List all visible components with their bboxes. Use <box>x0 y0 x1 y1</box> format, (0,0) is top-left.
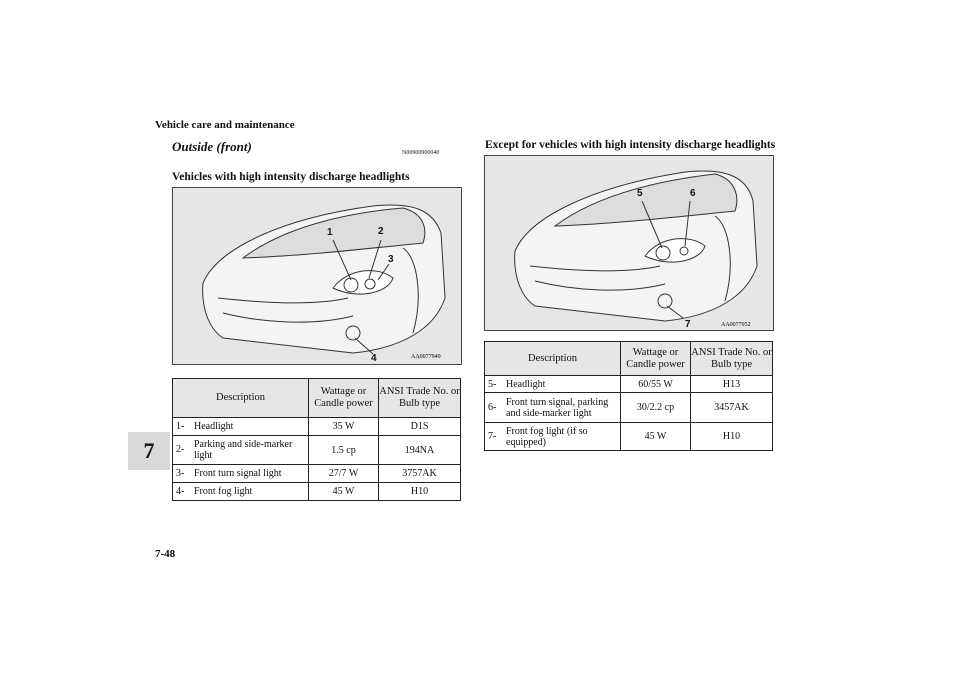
callout-3: 3 <box>388 254 394 265</box>
row-ansi: 3757AK <box>379 465 461 483</box>
running-header: Vehicle care and maintenance <box>155 119 295 131</box>
row-watt: 30/2.2 cp <box>621 393 691 423</box>
row-ansi: 194NA <box>379 436 461 465</box>
row-ansi: 3457AK <box>691 393 773 423</box>
right-subtitle: Except for vehicles with high intensity discharge headlights <box>485 139 776 151</box>
right-figure-code: AA0077952 <box>721 322 751 328</box>
callout-5: 5 <box>637 188 643 199</box>
row-desc: Headlight <box>506 378 546 390</box>
table-row: 3- Front turn signal light 27/7 W 3757AK <box>173 465 461 483</box>
th-description: Description <box>173 379 309 418</box>
table-row: 7- Front fog light (if so equipped) 45 W H10 <box>485 423 773 451</box>
section-title: Outside (front) <box>172 139 252 154</box>
row-watt: 1.5 cp <box>309 436 379 465</box>
row-ansi: H10 <box>379 483 461 501</box>
th-ansi: ANSI Trade No. or Bulb type <box>379 379 461 418</box>
table-row: 1- Headlight 35 W D1S <box>173 418 461 436</box>
row-watt: 35 W <box>309 418 379 436</box>
left-figure-code: AA0077949 <box>411 354 441 360</box>
right-car-illustration <box>484 155 774 331</box>
row-watt: 45 W <box>309 483 379 501</box>
left-subtitle: Vehicles with high intensity discharge headlights <box>172 171 410 183</box>
row-watt: 60/55 W <box>621 376 691 393</box>
row-watt: 45 W <box>621 423 691 451</box>
row-watt: 27/7 W <box>309 465 379 483</box>
table-row: 6- Front turn signal, parking and side-marker light 30/2.2 cp 3457AK <box>485 393 773 423</box>
callout-1: 1 <box>327 227 333 238</box>
callout-2: 2 <box>378 226 384 237</box>
right-bulb-table <box>484 341 773 451</box>
row-ansi: H13 <box>691 376 773 393</box>
th-description: Description <box>485 342 621 376</box>
page-number: 7-48 <box>155 548 176 560</box>
left-car-illustration <box>172 187 462 365</box>
callout-7: 7 <box>685 319 691 330</box>
callout-6: 6 <box>690 188 696 199</box>
row-ansi: H10 <box>691 423 773 451</box>
row-desc: Front turn signal, parking and side-marker light <box>506 396 609 419</box>
th-ansi: ANSI Trade No. or Bulb type <box>691 342 773 376</box>
section-code: N00900900040 <box>402 150 440 156</box>
row-desc: Front turn signal light <box>194 468 282 479</box>
row-desc: Front fog light (if so equipped) <box>506 425 588 448</box>
row-desc: Headlight <box>194 421 234 432</box>
row-ansi: D1S <box>379 418 461 436</box>
row-desc: Front fog light <box>194 486 253 497</box>
chapter-tab-number: 7 <box>143 438 155 463</box>
table-row: 2- Parking and side-marker light 1.5 cp 194NA <box>173 436 461 465</box>
left-bulb-table <box>172 378 461 501</box>
row-desc: Parking and side-marker light <box>194 439 293 461</box>
callout-4: 4 <box>371 353 377 364</box>
th-wattage: Wattage or Candle power <box>621 342 691 376</box>
table-row: 4- Front fog light 45 W H10 <box>173 483 461 501</box>
table-row: 5- Headlight 60/55 W H13 <box>485 376 773 393</box>
th-wattage: Wattage or Candle power <box>309 379 379 418</box>
